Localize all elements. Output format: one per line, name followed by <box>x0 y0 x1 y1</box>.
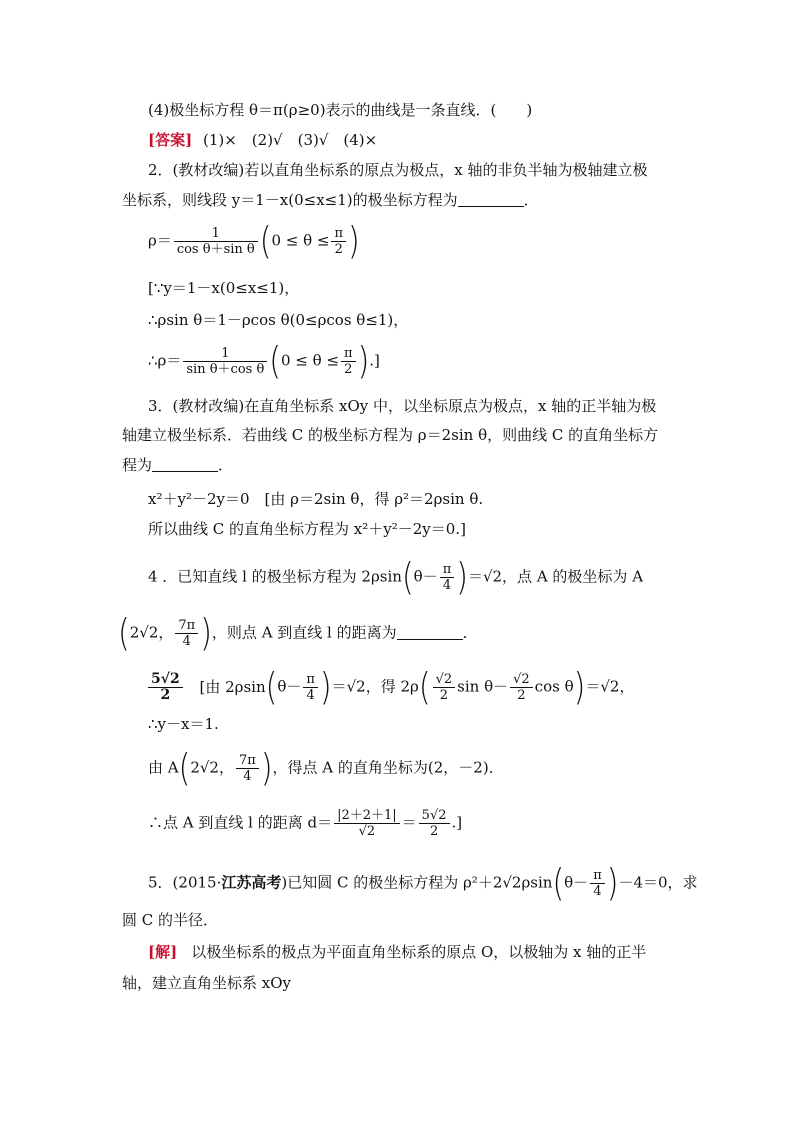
q5-line1-a: 5．(2015· <box>148 873 222 892</box>
q1-item4: (4)极坐标方程 θ＝π(ρ≥0)表示的曲线是一条直线．( ) <box>148 101 533 119</box>
q4-two-b: 2 <box>517 688 526 703</box>
q4-sol4-den2: 2 <box>429 824 439 839</box>
q5-source: 江苏高考 <box>221 873 282 892</box>
q2-sol3-frac <box>183 346 267 377</box>
q2-answer-range: 0 ≤ θ ≤ <box>271 231 330 250</box>
q2-answer-frac <box>174 226 258 257</box>
q4-sol2: ∴y－x＝1. <box>148 715 219 733</box>
q2-sol3-den: sin θ＋cos θ <box>186 362 265 377</box>
paren-close: ) <box>348 219 360 263</box>
paren-close: ) <box>573 665 586 709</box>
q4-line2-text: ，则点 A 到直线 l 的距离为 <box>211 623 397 642</box>
paren-close: ) <box>606 861 619 905</box>
q4-7pi4-frac <box>175 618 198 649</box>
q4-sin-theta: sin θ－ <box>457 677 509 696</box>
q4-sol1-four: 4 <box>306 688 315 703</box>
q2-sol3-num: 1 <box>183 346 267 362</box>
q2-sol3-range: 0 ≤ θ ≤ <box>281 351 340 370</box>
answer-label: [答案] <box>148 131 193 149</box>
q2-range-num: π <box>331 226 346 242</box>
q4-sol4 <box>148 808 462 839</box>
paren-close: ) <box>260 746 273 790</box>
q4-pi: π <box>440 562 455 578</box>
q2-line2-text: 坐标系，则线段 y＝1－x(0≤x≤1)的极坐标方程为 <box>122 191 458 209</box>
q2-line1: 2．(教材改编)若以直角坐标系的原点为极点，x 轴的非负半轴为极轴建立极 <box>148 161 648 179</box>
q5-theta-minus: θ－ <box>564 873 589 892</box>
q5-line2: 圆 C 的半径． <box>122 911 219 929</box>
q4-sol3-2r2: 2√2， <box>190 758 234 777</box>
q2-answer-num: 1 <box>174 226 258 242</box>
q2-range-frac <box>331 226 346 257</box>
q4-blank <box>397 625 463 640</box>
q4-sol3-b: ，得点 A 的直角坐标为(2，－2)． <box>272 758 504 777</box>
q4-seven-pi: 7π <box>175 618 198 634</box>
q4-line1-b: ＝√2，点 A 的极坐标为 A <box>467 567 644 586</box>
q5-line1-b: )已知圆 C 的极坐标方程为 ρ²＋2√2ρsin <box>281 873 553 892</box>
q4-sol3-7pi: 7π <box>236 753 259 769</box>
q2-sol3-range-den: 2 <box>344 362 353 377</box>
q2-answer-den: cos θ＋sin θ <box>176 242 255 257</box>
q4-sol4-frac <box>334 808 400 839</box>
q2-answer-prefix: ρ＝ <box>148 231 172 250</box>
q4-period: ． <box>462 623 478 642</box>
q4-two-a: 2 <box>439 688 448 703</box>
q5-pi: π <box>590 868 605 884</box>
q4-sol4-den: √2 <box>358 824 376 839</box>
q3-line3-text: 程为 <box>122 456 153 474</box>
paren-open: ( <box>552 861 565 905</box>
q5-sol1 <box>148 942 646 962</box>
q3-blank <box>152 457 218 472</box>
q5-sol2: 轴，建立直角坐标系 xOy <box>122 974 291 992</box>
q2-sol2: ∴ρsin θ＝1－ρcos θ(0≤ρcos θ≤1)， <box>148 311 409 329</box>
q4-cos-theta: cos θ <box>534 677 574 696</box>
q4-line1-a: 4 ．已知直线 l 的极坐标方程为 2ρsin <box>148 567 402 586</box>
q3-sol2: 所以曲线 C 的直角坐标方程为 x²＋y²－2y＝0.] <box>148 520 466 538</box>
q3-sol1: x²＋y²－2y＝0 [由 ρ＝2sin θ，得 ρ²＝2ρsin θ. <box>148 490 484 508</box>
q4-sol4-a: ∴点 A 到直线 l 的距离 d＝ <box>148 813 333 832</box>
paren-open: ( <box>265 665 278 709</box>
q4-sol3-a: 由 A <box>148 758 179 777</box>
q4-ans-frac <box>148 672 183 703</box>
paren-open: ( <box>269 339 281 383</box>
q4-sol1-theta: θ－ <box>277 677 302 696</box>
q4-sol1-r2b <box>510 672 533 703</box>
q4-sol1-b: ＝√2，得 2ρ <box>331 677 419 696</box>
q4-sol3 <box>148 746 504 790</box>
paren-close: ) <box>319 665 332 709</box>
q4-sol1 <box>146 665 635 709</box>
paren-open: ( <box>401 555 414 599</box>
q2-sol3 <box>148 339 380 383</box>
q5-pi4-frac <box>590 868 605 899</box>
q4-sol1-a: [由 2ρsin <box>199 677 266 696</box>
q2-sol3-prefix: ∴ρ＝ <box>148 351 182 370</box>
q3-period: ． <box>218 456 234 474</box>
q4-ans-den: 2 <box>160 687 171 703</box>
answer-line <box>148 130 377 150</box>
q4-sol4-num: |2＋2＋1| <box>334 808 400 824</box>
q4-root2-a: √2 <box>433 672 456 688</box>
q4-two-root2: 2√2， <box>129 623 174 642</box>
q4-sol3-frac <box>236 753 259 784</box>
q2-sol3-end: .] <box>369 351 380 370</box>
q4-sol1-pi: π <box>303 672 318 688</box>
q5-sol1-text: 以极坐标系的极点为平面直角坐标系的原点 O，以极轴为 x 轴的正半 <box>191 943 647 961</box>
q4-sol4-end: .] <box>451 813 463 832</box>
q4-line1 <box>148 555 644 599</box>
q4-sol1-c: ＝√2， <box>585 677 635 696</box>
paren-close: ) <box>357 339 370 383</box>
q4-line2 <box>118 611 478 655</box>
paren-open: ( <box>418 665 431 709</box>
answer-text: (1)× (2)√ (3)√ (4)× <box>202 131 378 149</box>
q2-period: ． <box>523 191 539 209</box>
q4-sol4-num2: 5√2 <box>419 808 450 824</box>
q2-answer <box>148 219 360 263</box>
q2-blank <box>458 192 524 207</box>
q4-sol4-eq: ＝ <box>401 813 417 832</box>
q4-sol3-four: 4 <box>243 769 252 784</box>
paren-open: ( <box>259 219 272 263</box>
q4-sol1-pi4 <box>303 672 318 703</box>
q3-line2: 轴建立极坐标系．若曲线 C 的极坐标方程为 ρ＝2sin θ，则曲线 C 的直角坐标方 <box>122 426 659 444</box>
q5-line1 <box>148 861 698 905</box>
q3-line1: 3．(教材改编)在直角坐标系 xOy 中，以坐标原点为极点，x 轴的正半轴为极 <box>148 397 657 415</box>
q2-sol1: [∵y＝1－x(0≤x≤1)， <box>148 279 300 297</box>
q2-line2 <box>122 190 539 210</box>
paren-open: ( <box>118 611 130 655</box>
q2-sol3-range-num: π <box>341 346 356 362</box>
q4-sol4-frac2 <box>419 808 450 839</box>
q5-four: 4 <box>593 884 602 899</box>
paren-close: ) <box>456 555 468 599</box>
q2-range-den: 2 <box>334 242 343 257</box>
q5-line1-c: －4＝0，求 <box>618 873 698 892</box>
q4-four: 4 <box>442 578 452 593</box>
q2-sol3-range-frac <box>341 346 356 377</box>
paren-open: ( <box>178 746 191 790</box>
q4-four-2: 4 <box>182 634 191 649</box>
q3-line3 <box>122 455 233 475</box>
q4-root2-b: √2 <box>510 672 533 688</box>
paren-close: ) <box>200 611 212 655</box>
q4-ans-num: 5√2 <box>148 672 183 688</box>
q5-sol-label: [解] <box>148 943 178 961</box>
q4-sol1-r2a <box>433 672 456 703</box>
q4-theta-minus: θ－ <box>413 567 438 586</box>
q4-pi4-frac <box>440 562 455 593</box>
